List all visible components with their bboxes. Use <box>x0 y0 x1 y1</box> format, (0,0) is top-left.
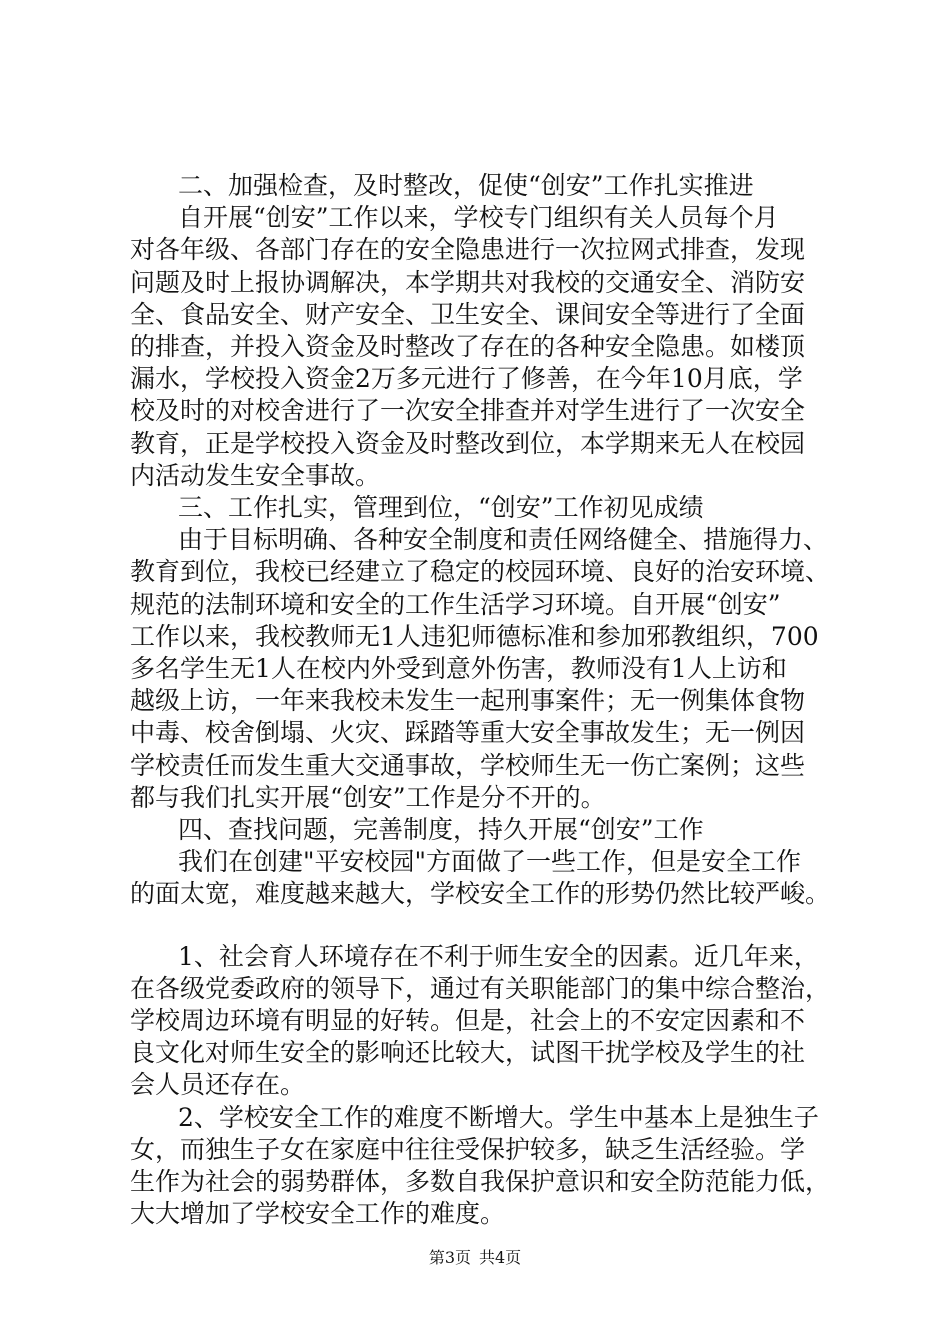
paragraph-line: 的面太宽，难度越来越大，学校安全工作的形势仍然比较严峻。 <box>130 879 831 908</box>
paragraph-line: 内活动发生安全事故。 <box>130 461 381 490</box>
paragraph-line: 漏水，学校投入资金2万多元进行了修善，在今年10月底，学 <box>130 364 803 393</box>
paragraph-line: 规范的法制环境和安全的工作生活学习环境。自开展“创安” <box>130 590 781 619</box>
paragraph-line: 由于目标明确、各种安全制度和责任网络健全、措施得力、 <box>178 525 829 554</box>
paragraph-line: 会人员还存在。 <box>130 1070 306 1099</box>
paragraph-line: 我们在创建"平安校园"方面做了一些工作，但是安全工作 <box>178 847 802 876</box>
list-item-2: 2、学校安全工作的难度不断增大。学生中基本上是独生子 <box>178 1103 819 1132</box>
paragraph-line: 教育，正是学校投入资金及时整改到位，本学期来无人在校园 <box>130 429 806 458</box>
section-heading-2: 二、加强检查，及时整改，促使“创安”工作扎实推进 <box>178 171 754 200</box>
paragraph-line: 多名学生无1人在校内外受到意外伤害，教师没有1人上访和 <box>130 654 787 683</box>
paragraph-line: 问题及时上报协调解决，本学期共对我校的交通安全、消防安 <box>130 268 806 297</box>
section-heading-3: 三、工作扎实，管理到位，“创安”工作初见成绩 <box>178 493 704 522</box>
paragraph-line: 的排查，并投入资金及时整改了存在的各种安全隐患。如楼顶 <box>130 332 806 361</box>
paragraph-line: 对各年级、各部门存在的安全隐患进行一次拉网式排查，发现 <box>130 235 806 264</box>
paragraph-line: 良文化对师生安全的影响还比较大，试图干扰学校及学生的社 <box>130 1038 806 1067</box>
paragraph-line: 在各级党委政府的领导下，通过有关职能部门的集中综合整治， <box>130 974 831 1003</box>
paragraph-line: 学校责任而发生重大交通事故，学校师生无一伤亡案例；这些 <box>130 751 806 780</box>
list-item-1: 1、社会育人环境存在不利于师生安全的因素。近几年来， <box>178 942 819 971</box>
paragraph-line: 越级上访，一年来我校未发生一起刑事案件；无一例集体食物 <box>130 686 806 715</box>
paragraph-line: 中毒、校舍倒塌、火灾、踩踏等重大安全事故发生；无一例因 <box>130 718 806 747</box>
paragraph-line: 自开展“创安”工作以来，学校专门组织有关人员每个月 <box>178 203 779 232</box>
paragraph-line: 学校周边环境有明显的好转。但是，社会上的不安定因素和不 <box>130 1006 806 1035</box>
paragraph-line: 大大增加了学校安全工作的难度。 <box>130 1199 506 1228</box>
paragraph-line: 工作以来，我校教师无1人违犯师德标准和参加邪教组织，700 <box>130 622 819 651</box>
paragraph-line: 校及时的对校舍进行了一次安全排查并对学生进行了一次安全 <box>130 396 806 425</box>
section-heading-4: 四、查找问题，完善制度，持久开展“创安”工作 <box>178 815 704 844</box>
paragraph-line: 生作为社会的弱势群体，多数自我保护意识和安全防范能力低， <box>130 1167 831 1196</box>
paragraph-line: 都与我们扎实开展“创安”工作是分不开的。 <box>130 783 606 812</box>
paragraph-line: 全、食品安全、财产安全、卫生安全、课间安全等进行了全面 <box>130 300 806 329</box>
page-total: 共4页 <box>479 1248 522 1267</box>
page-number: 第3页 <box>428 1248 471 1267</box>
paragraph-line: 女，而独生子女在家庭中往往受保护较多，缺乏生活经验。学 <box>130 1135 806 1164</box>
paragraph-line: 教育到位，我校已经建立了稳定的校园环境、良好的治安环境、 <box>130 557 831 586</box>
page-footer <box>0 1248 950 1268</box>
